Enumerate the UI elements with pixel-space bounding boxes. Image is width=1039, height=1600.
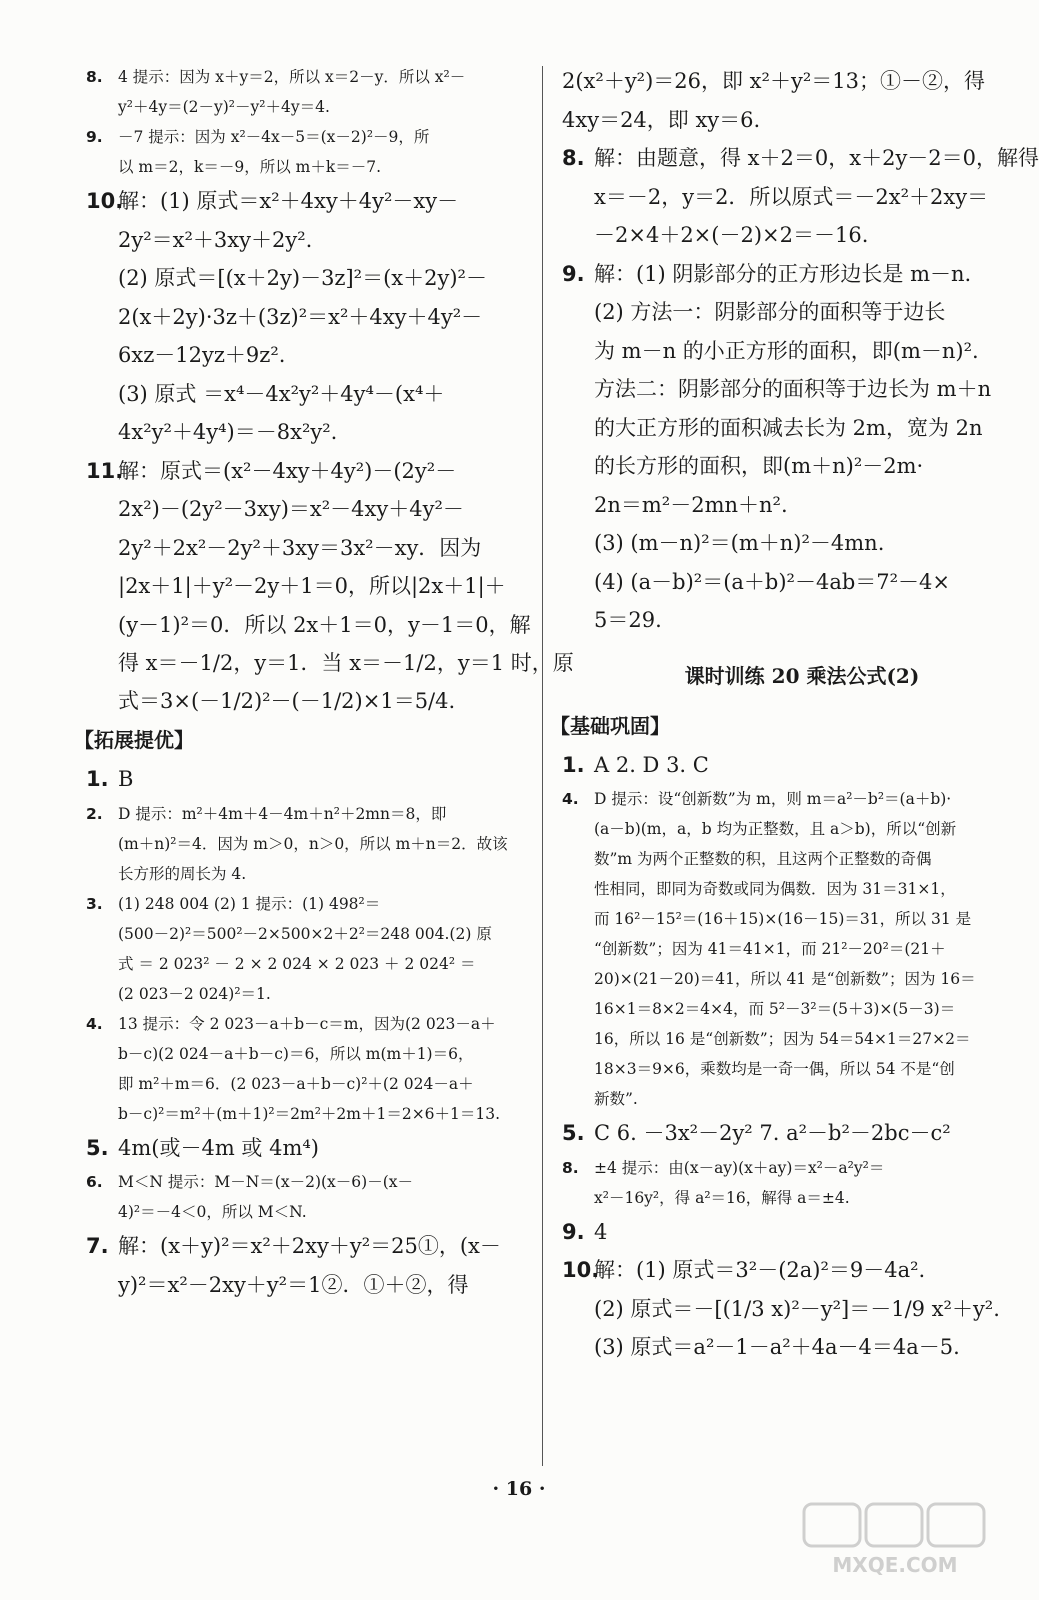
- answer-line-l34: [86, 1197, 526, 1227]
- answer-line-l30: [86, 1069, 526, 1099]
- answer-text: 解：(1) 原式＝3²－(2a)²＝9－4a².: [594, 1258, 926, 1282]
- answer-text: 解：(1) 阴影部分的正方形边长是 m－n.: [594, 261, 972, 286]
- answer-text: 性相同，即同为奇数或同为偶数．因为 31＝31×1，: [594, 880, 956, 898]
- answer-text: 2y²＋2x²－2y²＋3xy＝3x²－xy．因为: [118, 535, 482, 560]
- answer-text: 以 m＝2，k＝－9，所以 m＋k＝－7.: [118, 158, 382, 176]
- answer-line-l28: [86, 1009, 526, 1039]
- answer-line-r12: [562, 486, 1002, 525]
- answer-line-l26: [86, 949, 526, 979]
- answer-text: B: [118, 767, 134, 791]
- answer-line-r36: [562, 1328, 1002, 1366]
- answer-text: 4x²y²＋4y⁴)＝－8x²y².: [118, 420, 338, 444]
- answer-line-r23: [562, 904, 1002, 934]
- answer-line-r5: [562, 216, 1002, 255]
- watermark-icon: [800, 1500, 990, 1578]
- answer-line-l17: [86, 644, 574, 682]
- answer-text: 式＝3×(－1/2)²－(－1/2)×1＝5/4.: [118, 689, 456, 713]
- answer-line-l4: [86, 152, 526, 182]
- answer-line-r22: [562, 874, 1002, 904]
- answer-line-r28: [562, 1054, 1002, 1084]
- answer-line-r25: [562, 964, 1002, 994]
- answer-text: “创新数”；因为 41＝41×1，而 21²－20²＝(21＋: [594, 940, 946, 958]
- answer-text: 13 提示：令 2 023－a＋b－c＝m，因为(2 023－a＋: [118, 1014, 496, 1033]
- question-number: 7.: [86, 1234, 109, 1258]
- answer-line-l18: [86, 682, 526, 720]
- answer-text: (2) 原式＝－[(1/3 x)²－y²]＝－1/9 x²＋y².: [594, 1296, 1000, 1321]
- question-number: 6.: [86, 1173, 103, 1191]
- answer-line-l36: [86, 1266, 526, 1305]
- answer-text: (2) 原式＝[(x＋2y)－3z]²＝(x＋2y)²－: [118, 266, 487, 290]
- answer-line-l1: [86, 62, 526, 92]
- answer-line-r4: [562, 178, 1002, 217]
- answer-text: y²＋4y＝(2－y)²－y²＋4y＝4.: [118, 98, 330, 116]
- answer-text: 4: [594, 1219, 608, 1244]
- answer-text: (4) (a－b)²＝(a＋b)²－4ab＝7²－4×: [594, 569, 951, 594]
- answer-text: 课时训练 20 乘法公式(2): [684, 663, 920, 688]
- answer-text: b－c)²＝m²＋(m＋1)²＝2m²＋2m＋1＝2×6＋1＝13.: [118, 1104, 501, 1123]
- question-number: 5.: [562, 1121, 585, 1145]
- answer-line-r24: [562, 934, 1002, 964]
- answer-text: (3) 原式 ＝x⁴－4x²y²＋4y⁴－(x⁴＋: [118, 381, 445, 406]
- answer-text: (500－2)²＝500²－2×500×2＋2²＝248 004.(2) 原: [118, 924, 492, 943]
- answer-line-r21: [562, 844, 1002, 874]
- answer-line-l8: [86, 298, 526, 337]
- answer-text: 式 ＝ 2 023² － 2 × 2 024 × 2 023 ＋ 2 024² ＝: [118, 954, 476, 973]
- answer-text: 即 m²＋m＝6．(2 023－a＋b－c)²＋(2 024－a＋: [118, 1074, 474, 1093]
- answer-text: 的大正方形的面积减去长为 2m，宽为 2n: [594, 415, 983, 440]
- question-number: 9.: [562, 1219, 585, 1244]
- answer-line-r35: [562, 1290, 1002, 1328]
- question-number: 1.: [86, 767, 109, 791]
- answer-text: 解：原式＝(x²－4xy＋4y²)－(2y²－: [118, 458, 457, 483]
- answer-line-r26: [562, 994, 1002, 1024]
- answer-text: (3) 原式＝a²－1－a²＋4a－4＝4a－5.: [594, 1334, 960, 1359]
- answer-text: 6xz－12yz＋9z².: [118, 343, 286, 367]
- answer-line-l12: [86, 452, 526, 491]
- answer-text: 得 x＝－1/2，y＝1．当 x＝－1/2，y＝1 时，原: [118, 651, 574, 675]
- answer-text: 解：(x＋y)²＝x²＋2xy＋y²＝25①，(x－: [118, 1234, 501, 1258]
- answer-text: 4 提示：因为 x＋y＝2，所以 x＝2－y．所以 x²－: [118, 68, 466, 86]
- question-number: 10.: [86, 189, 124, 213]
- answer-line-l10: [86, 375, 526, 414]
- answer-text: 16×1＝8×2＝4×4，而 5²－3²＝(5＋3)×(5－3)＝: [594, 1000, 956, 1018]
- answer-text: (2 023－2 024)²＝1.: [118, 984, 271, 1003]
- watermark-logo: [800, 1500, 990, 1578]
- answer-line-l7: [86, 259, 526, 298]
- answer-text: 2y²＝x²＋3xy＋2y².: [118, 227, 313, 252]
- answer-text: (1) 248 004 (2) 1 提示：(1) 498²＝: [118, 894, 381, 913]
- answer-line-l6: [86, 221, 526, 260]
- answer-text: D 提示：m²＋4m＋4－4m＋n²＋2mn＝8，即: [118, 804, 447, 823]
- answer-line-l29: [86, 1039, 526, 1069]
- answer-line-l27: [86, 979, 526, 1009]
- question-number: 4.: [562, 790, 579, 808]
- answer-text: －2×4＋2×(－2)×2＝－16.: [594, 223, 869, 247]
- answer-text: M＜N 提示：M－N＝(x－2)(x－6)－(x－: [118, 1173, 413, 1191]
- column-divider: [542, 66, 543, 1466]
- answer-text: (3) (m－n)²＝(m＋n)²－4mn.: [594, 531, 885, 555]
- answer-line-r27: [562, 1024, 1002, 1054]
- right-column: [550, 62, 1039, 1366]
- answer-text: －7 提示：因为 x²－4x－5＝(x－2)²－9，所: [118, 128, 430, 146]
- answer-line-r31: [562, 1153, 1002, 1183]
- answer-line-l9: [86, 336, 526, 375]
- answer-text: 新数”.: [594, 1090, 638, 1108]
- watermark-text: MXQE.COM: [832, 1553, 958, 1577]
- answer-text: 2x²)－(2y²－3xy)＝x²－4xy＋4y²－: [118, 497, 464, 521]
- answer-line-r16: [602, 656, 1002, 696]
- answer-line-l3: [86, 122, 526, 152]
- answer-text: (m＋n)²＝4．因为 m＞0，n＞0，所以 m＋n＝2．故该: [118, 834, 508, 853]
- answer-line-r11: [562, 447, 1002, 486]
- answer-line-l22: [86, 829, 526, 859]
- answer-text: 20)×(21－20)＝41，所以 41 是“创新数”；因为 16＝: [594, 970, 976, 988]
- answer-text: 解：由题意，得 x＋2＝0，x＋2y－2＝0，解得: [594, 146, 1039, 170]
- answer-line-l19: [74, 720, 526, 760]
- answer-line-l2: [86, 92, 526, 122]
- answer-text: 为 m－n 的小正方形的面积，即(m－n)².: [594, 338, 979, 363]
- answer-text: (2) 方法一：阴影部分的面积等于边长: [594, 300, 946, 324]
- answer-line-r30: [562, 1114, 1002, 1153]
- answer-line-l5: [86, 182, 526, 221]
- answer-line-l20: [86, 760, 526, 799]
- answer-line-r8: [562, 332, 1002, 371]
- answer-text: D 提示：设“创新数”为 m，则 m＝a²－b²＝(a＋b)·: [594, 790, 952, 808]
- answer-text: 2n＝m²－2mn＋n².: [594, 492, 788, 517]
- answer-line-r7: [562, 293, 1002, 332]
- answer-line-r9: [562, 370, 1002, 409]
- answer-text: 4)²＝－4＜0，所以 M＜N.: [118, 1203, 307, 1221]
- answer-text: 长方形的周长为 4.: [118, 864, 247, 883]
- answer-text: 4xy＝24，即 xy＝6.: [562, 107, 761, 132]
- answer-line-l25: [86, 919, 526, 949]
- answer-text: A 2. D 3. C: [594, 752, 709, 777]
- answer-line-r13: [562, 524, 1002, 563]
- answer-line-r3: [562, 139, 1039, 178]
- answer-line-l11: [86, 413, 526, 452]
- answer-line-r14: [562, 563, 1002, 602]
- answer-text: |2x＋1|＋y²－2y＋1＝0，所以|2x＋1|＋: [118, 574, 506, 598]
- answer-text: 解：(1) 原式＝x²＋4xy＋4y²－xy－: [118, 189, 459, 213]
- answer-line-r17: [550, 706, 1002, 746]
- answer-line-r29: [562, 1084, 1002, 1114]
- answer-text: 【拓展提优】: [74, 728, 194, 752]
- answer-line-l15: [86, 567, 526, 606]
- answer-text: 18×3＝9×6，乘数均是一奇一偶，所以 54 不是“创: [594, 1060, 955, 1078]
- left-column: [74, 62, 574, 1304]
- answer-line-l16: [86, 606, 531, 645]
- answer-text: ±4 提示：由(x－ay)(x＋ay)＝x²－a²y²＝: [594, 1158, 885, 1177]
- question-number: 8.: [562, 146, 585, 170]
- answer-text: 16，所以 16 是“创新数”；因为 54＝54×1＝27×2＝: [594, 1030, 971, 1048]
- question-number: 8.: [86, 68, 103, 86]
- answer-line-r19: [562, 784, 1002, 814]
- question-number: 9.: [562, 261, 585, 286]
- answer-line-l32: [86, 1129, 526, 1168]
- answer-line-r18: [562, 746, 1002, 785]
- question-number: 1.: [562, 752, 585, 777]
- question-number: 3.: [86, 894, 103, 913]
- answer-text: 的长方形的面积，即(m＋n)²－2m·: [594, 454, 924, 478]
- answer-text: 2(x²＋y²)＝26，即 x²＋y²＝13；①－②，得: [562, 69, 985, 93]
- answer-text: 5＝29.: [594, 608, 662, 632]
- answer-text: y)²＝x²－2xy＋y²＝1②．①＋②，得: [118, 1272, 469, 1297]
- answer-text: C 6. －3x²－2y² 7. a²－b²－2bc－c²: [594, 1121, 951, 1145]
- answer-line-l33: [86, 1167, 526, 1197]
- answer-line-l14: [86, 529, 526, 568]
- answer-text: 4m(或－4m 或 4m⁴): [118, 1135, 319, 1160]
- answer-text: (a－b)(m，a，b 均为正整数，且 a＞b)，所以“创新: [594, 820, 957, 838]
- answer-line-l31: [86, 1099, 526, 1129]
- answer-line-r2: [562, 101, 1002, 140]
- answer-line-r34: [562, 1251, 1002, 1290]
- answer-line-l21: [86, 799, 526, 829]
- question-number: 11.: [86, 458, 124, 483]
- answer-text: 而 16²－15²＝(16＋15)×(16－15)＝31，所以 31 是: [594, 910, 972, 928]
- question-number: 5.: [86, 1135, 109, 1160]
- answer-line-r32: [562, 1183, 1002, 1213]
- answer-text: 方法二：阴影部分的面积等于边长为 m＋n: [594, 377, 992, 401]
- answer-line-l13: [86, 490, 526, 529]
- answer-line-r33: [562, 1213, 1002, 1252]
- answer-text: x²－16y²，得 a²＝16，解得 a＝±4.: [594, 1188, 850, 1207]
- answer-line-l35: [86, 1227, 526, 1266]
- answer-line-r10: [562, 409, 1002, 448]
- answer-line-r15: [562, 601, 1002, 640]
- answer-text: (y－1)²＝0．所以 2x＋1＝0，y－1＝0，解: [118, 612, 531, 637]
- question-number: 4.: [86, 1014, 103, 1033]
- page-number: · 16 ·: [492, 1478, 546, 1500]
- answer-line-l24: [86, 889, 526, 919]
- answer-line-l23: [86, 859, 526, 889]
- answer-line-r6: [562, 255, 1002, 294]
- answer-text: x＝－2，y＝2．所以原式＝－2x²＋2xy＝: [594, 184, 989, 209]
- answer-text: 2(x＋2y)·3z＋(3z)²＝x²＋4xy＋4y²－: [118, 304, 483, 329]
- question-number: 9.: [86, 128, 103, 146]
- answer-line-r1: [562, 62, 1002, 101]
- answer-text: 【基础巩固】: [550, 713, 670, 738]
- question-number: 10.: [562, 1258, 600, 1282]
- answer-text: b－c)(2 024－a＋b－c)＝6，所以 m(m＋1)＝6，: [118, 1044, 474, 1063]
- answer-line-r20: [562, 814, 1002, 844]
- answer-text: 数”m 为两个正整数的积，且这两个正整数的奇偶: [594, 850, 932, 868]
- question-number: 2.: [86, 804, 103, 823]
- question-number: 8.: [562, 1158, 579, 1177]
